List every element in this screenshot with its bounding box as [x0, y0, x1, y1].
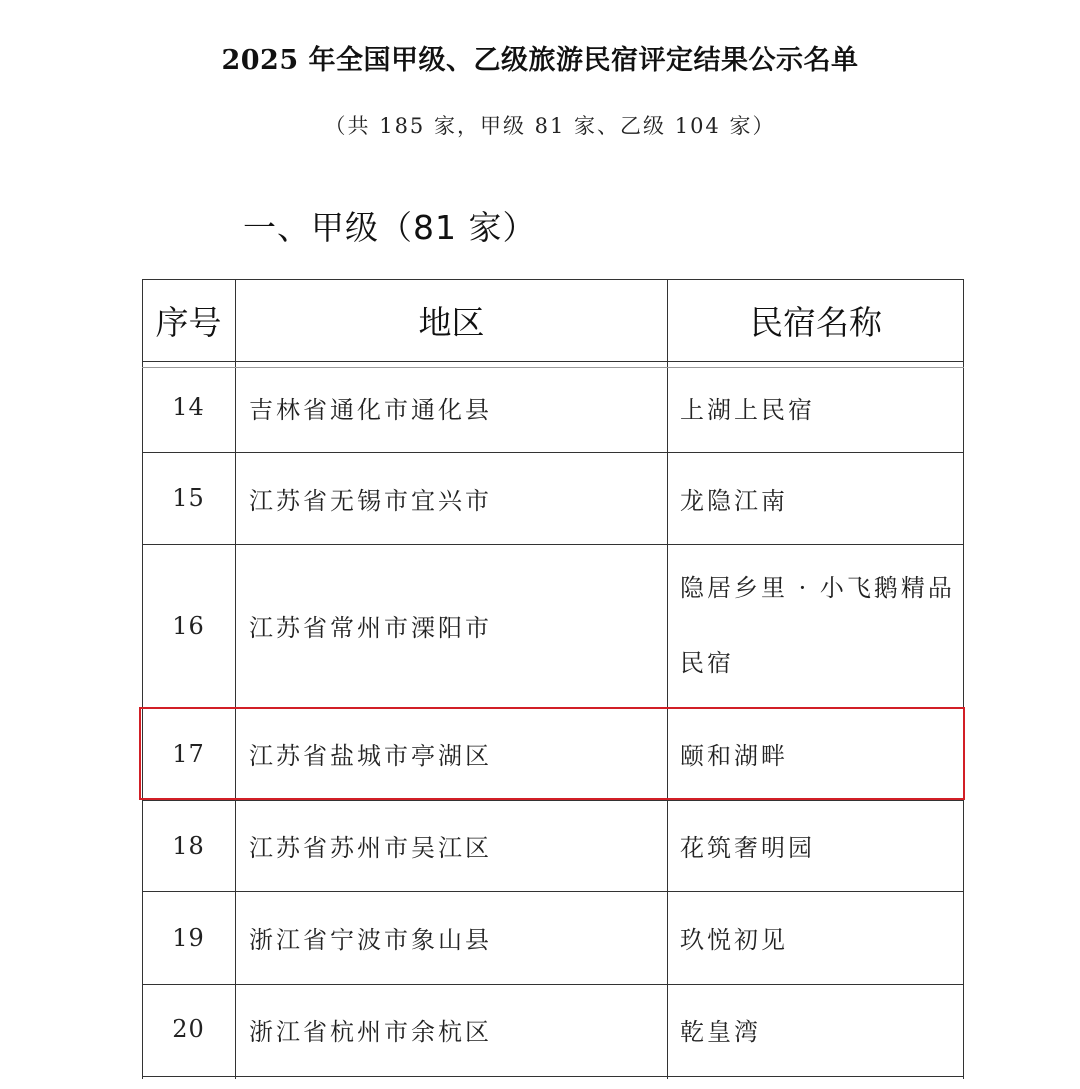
header-region: 地区 — [418, 303, 485, 342]
row-name: 乾皇湾 — [680, 1017, 761, 1046]
row-no: 20 — [172, 1015, 205, 1043]
grid-line-header-bottom-2 — [142, 367, 964, 368]
table-header-row — [142, 279, 964, 362]
row-region: 江苏省常州市溧阳市 — [249, 614, 492, 642]
row-name: 玖悦初见 — [680, 926, 788, 954]
row-no: 14 — [172, 393, 205, 421]
table-row — [142, 800, 964, 891]
table-row — [142, 362, 964, 452]
row-name: 上湖上民宿 — [680, 395, 815, 424]
results-table — [142, 279, 964, 1079]
grid-line-left — [142, 279, 143, 1079]
row-no: 17 — [172, 739, 205, 768]
row-region: 浙江省宁波市象山县 — [249, 926, 492, 954]
grid-line-row — [142, 891, 964, 892]
grid-line-col2 — [667, 279, 668, 1079]
grid-line-right — [963, 279, 964, 1079]
table-row — [142, 891, 964, 984]
grid-line-header-bottom — [142, 361, 964, 362]
table-row — [142, 452, 964, 544]
row-no: 18 — [172, 831, 205, 860]
grid-line-row — [142, 452, 964, 453]
row-name-line-1: 隐居乡里 · 小飞鹅精品 — [680, 573, 955, 602]
table-row — [142, 544, 964, 707]
document-subtitle: （共 185 家，甲级 81 家、乙级 104 家） — [324, 114, 776, 138]
row-name: 花筑奢明园 — [680, 834, 815, 862]
row-name: 颐和湖畔 — [680, 742, 788, 770]
row-name-line-2: 民宿 — [680, 648, 734, 677]
grid-line-row — [142, 800, 964, 801]
grid-line-top — [142, 279, 964, 280]
grid-line-col1 — [235, 279, 236, 1079]
row-region: 江苏省无锡市宜兴市 — [249, 486, 492, 515]
row-name — [668, 544, 964, 707]
table-row-highlighted — [142, 707, 964, 800]
row-name: 龙隐江南 — [680, 486, 788, 515]
grid-line-bottom — [142, 1076, 964, 1077]
grid-line-row — [142, 984, 964, 985]
row-no: 16 — [172, 611, 205, 640]
grid-line-row — [142, 544, 964, 545]
row-region: 浙江省杭州市余杭区 — [249, 1017, 492, 1046]
grid-line-row — [142, 707, 964, 708]
document-title: 2025 年全国甲级、乙级旅游民宿评定结果公示名单 — [221, 45, 859, 76]
row-region: 江苏省苏州市吴江区 — [249, 834, 492, 862]
row-no: 15 — [172, 484, 205, 512]
header-name: 民宿名称 — [750, 303, 882, 342]
table-row — [142, 984, 964, 1074]
section-heading: 一、甲级（81 家） — [243, 208, 537, 247]
row-region: 吉林省通化市通化县 — [249, 395, 492, 424]
row-no: 19 — [172, 923, 205, 952]
row-region: 江苏省盐城市亭湖区 — [249, 742, 492, 770]
header-no: 序号 — [155, 303, 222, 342]
